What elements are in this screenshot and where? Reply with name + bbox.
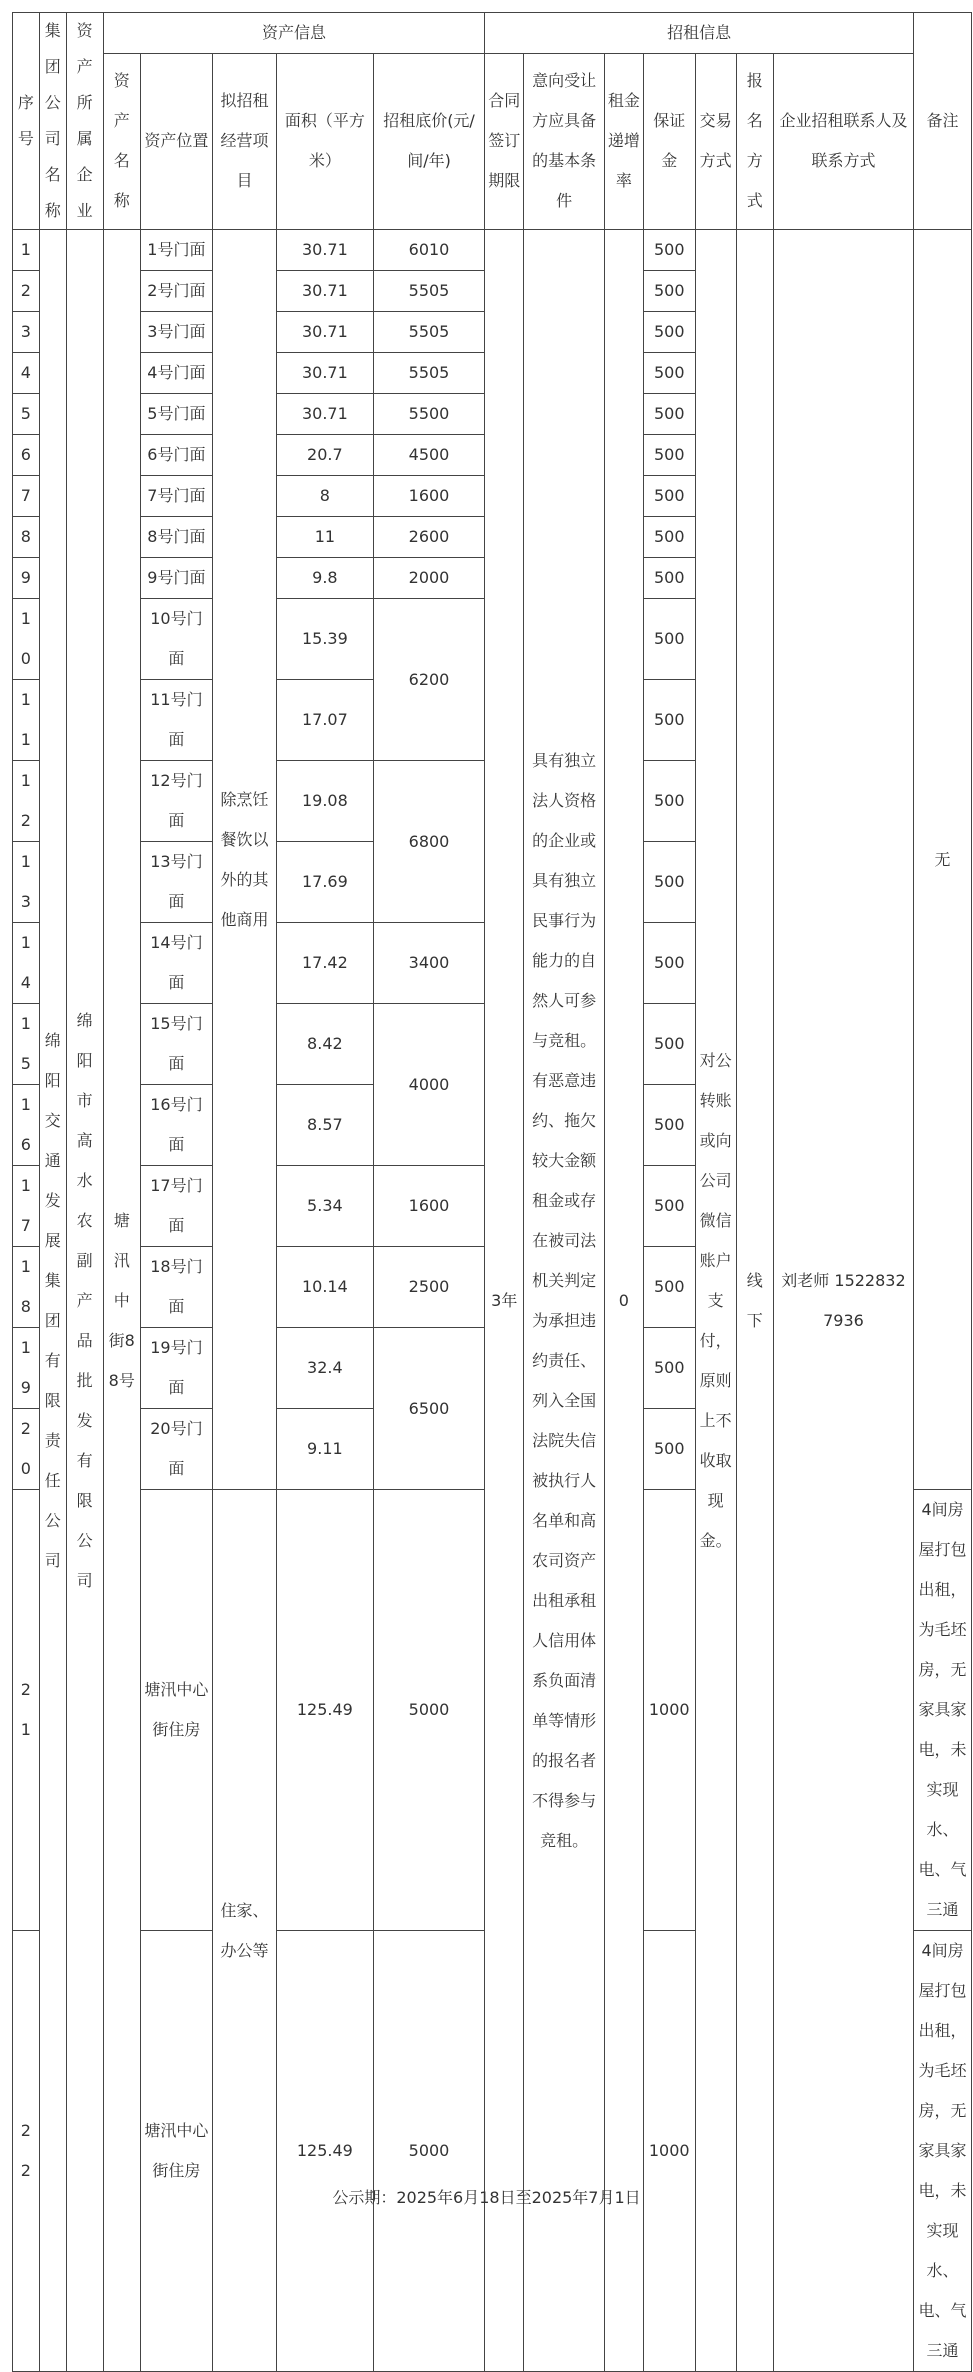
header-conditions: 意向受让方应具备的基本条件 xyxy=(524,53,604,229)
row-location: 10号门面 xyxy=(140,599,212,680)
header-lease-info: 招租信息 xyxy=(485,13,914,54)
row-deposit: 500 xyxy=(643,1085,695,1166)
conditions: 具有独立法人资格的企业或具有独立民事行为能力的自然人可参与竞租。有恶意违约、拖欠较大金额租金或存在被司法机关判定为承担违约责任、列入全国法院失信被执行人名单和高农司资产出租承租人信用体系负面清单等情形的报名者不得参与竞租。 xyxy=(524,230,604,2372)
owner-company: 绵阳市高水农副产品批发有限公司 xyxy=(66,230,103,2372)
row-location: 6号门面 xyxy=(140,435,212,476)
row-area: 10.14 xyxy=(276,1247,373,1328)
row-location: 16号门面 xyxy=(140,1085,212,1166)
row-area: 30.71 xyxy=(276,394,373,435)
header-row-2 xyxy=(13,53,972,229)
header-deposit: 保证金 xyxy=(643,53,695,229)
row-price: 5505 xyxy=(373,353,484,394)
row-area: 30.71 xyxy=(276,353,373,394)
row-deposit: 500 xyxy=(643,1004,695,1085)
header-rent-increase: 租金递增率 xyxy=(604,53,643,229)
row-location: 18号门面 xyxy=(140,1247,212,1328)
table-row xyxy=(13,230,972,271)
header-seq: 序号 xyxy=(13,13,40,230)
header-owner-company: 资产所属企业 xyxy=(66,13,103,230)
row-seq: 17 xyxy=(13,1166,40,1247)
row-price: 6200 xyxy=(373,599,484,761)
row-deposit: 500 xyxy=(643,312,695,353)
row-location: 20号门面 xyxy=(140,1409,212,1490)
publicity-period: 公示期：2025年6月18日至2025年7月1日 xyxy=(332,2188,641,2207)
contact: 刘老师 15228327936 xyxy=(773,230,913,2372)
row-remarks: 4间房屋打包出租，为毛坯房，无家具家电，未实现水、电、气三通 xyxy=(914,1490,972,1931)
row-location: 4号门面 xyxy=(140,353,212,394)
row-location: 8号门面 xyxy=(140,517,212,558)
lease-table xyxy=(12,12,972,2372)
row-deposit: 500 xyxy=(643,1409,695,1490)
row-seq: 19 xyxy=(13,1328,40,1409)
header-asset-name: 资产名称 xyxy=(103,53,140,229)
row-area: 20.7 xyxy=(276,435,373,476)
group-company: 绵阳交通发展集团有限责任公司 xyxy=(39,230,66,2372)
row-price: 6800 xyxy=(373,761,484,923)
registration-method: 线下 xyxy=(736,230,773,2372)
asset-name: 塘汛中街88号 xyxy=(103,230,140,2372)
row-area: 9.11 xyxy=(276,1409,373,1490)
row-price: 5505 xyxy=(373,271,484,312)
row-seq: 20 xyxy=(13,1409,40,1490)
row-deposit: 500 xyxy=(643,230,695,271)
row-area: 8.42 xyxy=(276,1004,373,1085)
row-price: 2500 xyxy=(373,1247,484,1328)
row-location: 塘汛中心街住房 xyxy=(140,1931,212,2372)
row-area: 17.07 xyxy=(276,680,373,761)
row-area: 9.8 xyxy=(276,558,373,599)
row-seq: 13 xyxy=(13,842,40,923)
row-seq: 10 xyxy=(13,599,40,680)
row-price: 5000 xyxy=(373,1490,484,1931)
row-area: 30.71 xyxy=(276,230,373,271)
header-remarks: 备注 xyxy=(914,13,972,230)
row-seq: 8 xyxy=(13,517,40,558)
row-seq: 1 xyxy=(13,230,40,271)
row-area: 15.39 xyxy=(276,599,373,680)
row-location: 7号门面 xyxy=(140,476,212,517)
row-location: 13号门面 xyxy=(140,842,212,923)
row-deposit: 500 xyxy=(643,599,695,680)
header-area: 面积（平方米） xyxy=(276,53,373,229)
row-seq: 15 xyxy=(13,1004,40,1085)
transaction-method: 对公转账或向公司微信账户支付，原则上不收取现金。 xyxy=(695,230,736,2372)
row-price: 6010 xyxy=(373,230,484,271)
row-location: 14号门面 xyxy=(140,923,212,1004)
row-location: 19号门面 xyxy=(140,1328,212,1409)
row-area: 125.49 xyxy=(276,1490,373,1931)
row-location: 1号门面 xyxy=(140,230,212,271)
row-seq: 18 xyxy=(13,1247,40,1328)
row-deposit: 500 xyxy=(643,394,695,435)
row-deposit: 1000 xyxy=(643,1931,695,2372)
row-location: 15号门面 xyxy=(140,1004,212,1085)
row-location: 11号门面 xyxy=(140,680,212,761)
row-area: 5.34 xyxy=(276,1166,373,1247)
row-area: 17.69 xyxy=(276,842,373,923)
row-seq: 5 xyxy=(13,394,40,435)
row-location: 2号门面 xyxy=(140,271,212,312)
row-area: 32.4 xyxy=(276,1328,373,1409)
row-deposit: 500 xyxy=(643,353,695,394)
row-price: 2000 xyxy=(373,558,484,599)
rent-increase: 0 xyxy=(604,230,643,2372)
header-asset-info: 资产信息 xyxy=(103,13,484,54)
row-price: 4000 xyxy=(373,1004,484,1166)
row-area: 8 xyxy=(276,476,373,517)
row-seq: 2 xyxy=(13,271,40,312)
row-location: 17号门面 xyxy=(140,1166,212,1247)
row-price: 1600 xyxy=(373,476,484,517)
row-location: 3号门面 xyxy=(140,312,212,353)
header-proposed-business: 拟招租经营项目 xyxy=(212,53,276,229)
row-price: 4500 xyxy=(373,435,484,476)
row-deposit: 500 xyxy=(643,923,695,1004)
row-area: 125.49 xyxy=(276,1931,373,2372)
row-seq: 12 xyxy=(13,761,40,842)
row-price: 6500 xyxy=(373,1328,484,1490)
proposed-business-shops: 除烹饪餐饮以外的其他商用 xyxy=(212,230,276,1490)
row-area: 8.57 xyxy=(276,1085,373,1166)
row-deposit: 500 xyxy=(643,271,695,312)
row-seq: 21 xyxy=(13,1490,40,1931)
row-seq: 4 xyxy=(13,353,40,394)
row-deposit: 1000 xyxy=(643,1490,695,1931)
row-price: 5500 xyxy=(373,394,484,435)
row-seq: 7 xyxy=(13,476,40,517)
row-area: 30.71 xyxy=(276,312,373,353)
row-seq: 16 xyxy=(13,1085,40,1166)
row-area: 11 xyxy=(276,517,373,558)
row-seq: 3 xyxy=(13,312,40,353)
row-deposit: 500 xyxy=(643,1166,695,1247)
proposed-business-houses: 住家、办公等 xyxy=(212,1490,276,2372)
row-price: 5505 xyxy=(373,312,484,353)
row-seq: 22 xyxy=(13,1931,40,2372)
row-deposit: 500 xyxy=(643,517,695,558)
row-area: 30.71 xyxy=(276,271,373,312)
header-transaction-method: 交易方式 xyxy=(695,53,736,229)
row-price: 3400 xyxy=(373,923,484,1004)
row-price: 5000 xyxy=(373,1931,484,2372)
row-deposit: 500 xyxy=(643,1247,695,1328)
remarks-shops: 无 xyxy=(914,230,972,1490)
row-location: 5号门面 xyxy=(140,394,212,435)
header-contact: 企业招租联系人及联系方式 xyxy=(773,53,913,229)
row-deposit: 500 xyxy=(643,476,695,517)
row-location: 塘汛中心街住房 xyxy=(140,1490,212,1931)
row-price: 1600 xyxy=(373,1166,484,1247)
header-base-price: 招租底价(元/间/年) xyxy=(373,53,484,229)
row-deposit: 500 xyxy=(643,680,695,761)
header-registration-method: 报名方式 xyxy=(736,53,773,229)
row-area: 17.42 xyxy=(276,923,373,1004)
row-seq: 11 xyxy=(13,680,40,761)
row-deposit: 500 xyxy=(643,558,695,599)
row-seq: 14 xyxy=(13,923,40,1004)
row-seq: 9 xyxy=(13,558,40,599)
row-location: 12号门面 xyxy=(140,761,212,842)
row-seq: 6 xyxy=(13,435,40,476)
row-deposit: 500 xyxy=(643,1328,695,1409)
header-contract-term: 合同签订期限 xyxy=(485,53,524,229)
header-asset-location: 资产位置 xyxy=(140,53,212,229)
row-deposit: 500 xyxy=(643,761,695,842)
row-area: 19.08 xyxy=(276,761,373,842)
row-remarks: 4间房屋打包出租，为毛坯房，无家具家电，未实现水、电、气三通 xyxy=(914,1931,972,2372)
row-deposit: 500 xyxy=(643,842,695,923)
contract-term: 3年 xyxy=(485,230,524,2372)
row-price: 2600 xyxy=(373,517,484,558)
row-location: 9号门面 xyxy=(140,558,212,599)
header-row-1 xyxy=(13,13,972,54)
header-group-company: 集团公司名称 xyxy=(39,13,66,230)
row-deposit: 500 xyxy=(643,435,695,476)
